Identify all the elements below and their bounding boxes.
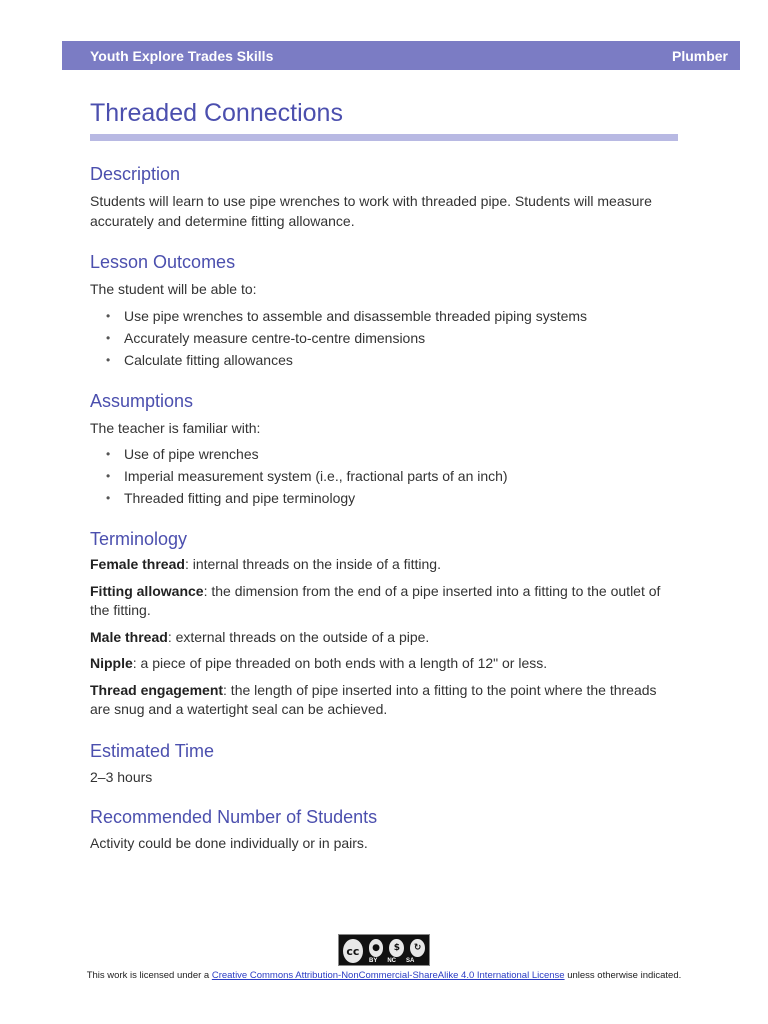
list-item: • Use pipe wrenches to assemble and disassemble threaded piping systems	[90, 305, 678, 327]
cc-badge-labels	[369, 958, 414, 964]
term-definition: : a piece of pipe threaded on both ends with a length of 12" or less.	[132, 655, 548, 671]
term-definition: : external threads on the outside of a pipe.	[167, 628, 430, 645]
term-nipple	[90, 654, 678, 674]
assumptions-list	[90, 443, 678, 509]
time-text: 2–3 hours	[90, 768, 153, 785]
term-definition: : the length of pipe inserted into a fitting to the point where the threads are snug and a watertight seal can be achieved.	[90, 681, 657, 717]
noncommercial-dollar-icon: $	[387, 937, 406, 959]
students-text: Activity could be done individually or in pairs.	[90, 835, 368, 851]
description-heading: Description	[90, 164, 181, 184]
terminology-heading: Terminology	[90, 529, 188, 549]
badge-label-sa: SA	[406, 958, 415, 964]
list-item: • Threaded fitting and pipe terminology	[90, 487, 678, 509]
time-heading: Estimated Time	[90, 740, 215, 761]
license-prefix: This work is licensed under a	[86, 970, 212, 981]
title-underline	[90, 134, 678, 141]
outcomes-list	[90, 305, 678, 371]
badge-label-nc: NC	[387, 958, 397, 964]
trade-name: Plumber	[671, 47, 728, 64]
attribution-person-icon: ●	[367, 937, 386, 959]
term-label: Male thread	[90, 628, 168, 645]
cc-license-badge[interactable]	[338, 934, 430, 966]
term-label: Female thread	[90, 556, 185, 572]
list-item: • Accurately measure centre-to-centre dimensions	[90, 327, 678, 349]
description-text: Students will learn to use pipe wrenches to work with threaded pipe. Students will measure accurately and determine fitting allowance.	[90, 193, 652, 229]
outcomes-intro: The student will be able to:	[90, 281, 257, 297]
cc-logo-icon: cc	[341, 937, 365, 965]
assumptions-intro: The teacher is familiar with:	[90, 419, 261, 436]
students-heading: Recommended Number of Students	[90, 807, 378, 827]
term-definition: : the dimension from the end of a pipe inserted into a fitting to the outlet of the fitting.	[90, 582, 661, 618]
license-suffix: unless otherwise indicated.	[564, 970, 682, 981]
list-item: • Use of pipe wrenches	[90, 443, 678, 465]
term-label: Nipple	[90, 655, 133, 671]
license-link[interactable]: Creative Commons Attribution-NonCommercial-ShareAlike 4.0 International License	[211, 970, 565, 981]
term-male-thread	[90, 628, 678, 648]
list-item: • Imperial measurement system (i.e., fractional parts of an inch)	[90, 465, 678, 487]
sharealike-icon: ↻	[408, 937, 427, 959]
term-female-thread	[90, 555, 678, 575]
badge-label-by: BY	[369, 958, 378, 964]
lesson-content	[90, 96, 678, 854]
license-footer	[0, 934, 768, 981]
program-name: Youth Explore Trades Skills	[90, 47, 274, 64]
license-text	[0, 970, 768, 981]
assumptions-heading: Assumptions	[90, 390, 194, 411]
outcomes-heading: Lesson Outcomes	[90, 252, 236, 272]
page-title: Threaded Connections	[90, 99, 343, 127]
term-label: Fitting allowance	[90, 582, 204, 599]
term-thread-engagement	[90, 681, 678, 720]
list-item: • Calculate fitting allowances	[90, 349, 678, 371]
term-label: Thread engagement	[90, 681, 224, 698]
term-definition: : internal threads on the inside of a fitting.	[184, 556, 441, 572]
term-fitting-allowance	[90, 582, 678, 621]
header-bar	[62, 41, 740, 70]
